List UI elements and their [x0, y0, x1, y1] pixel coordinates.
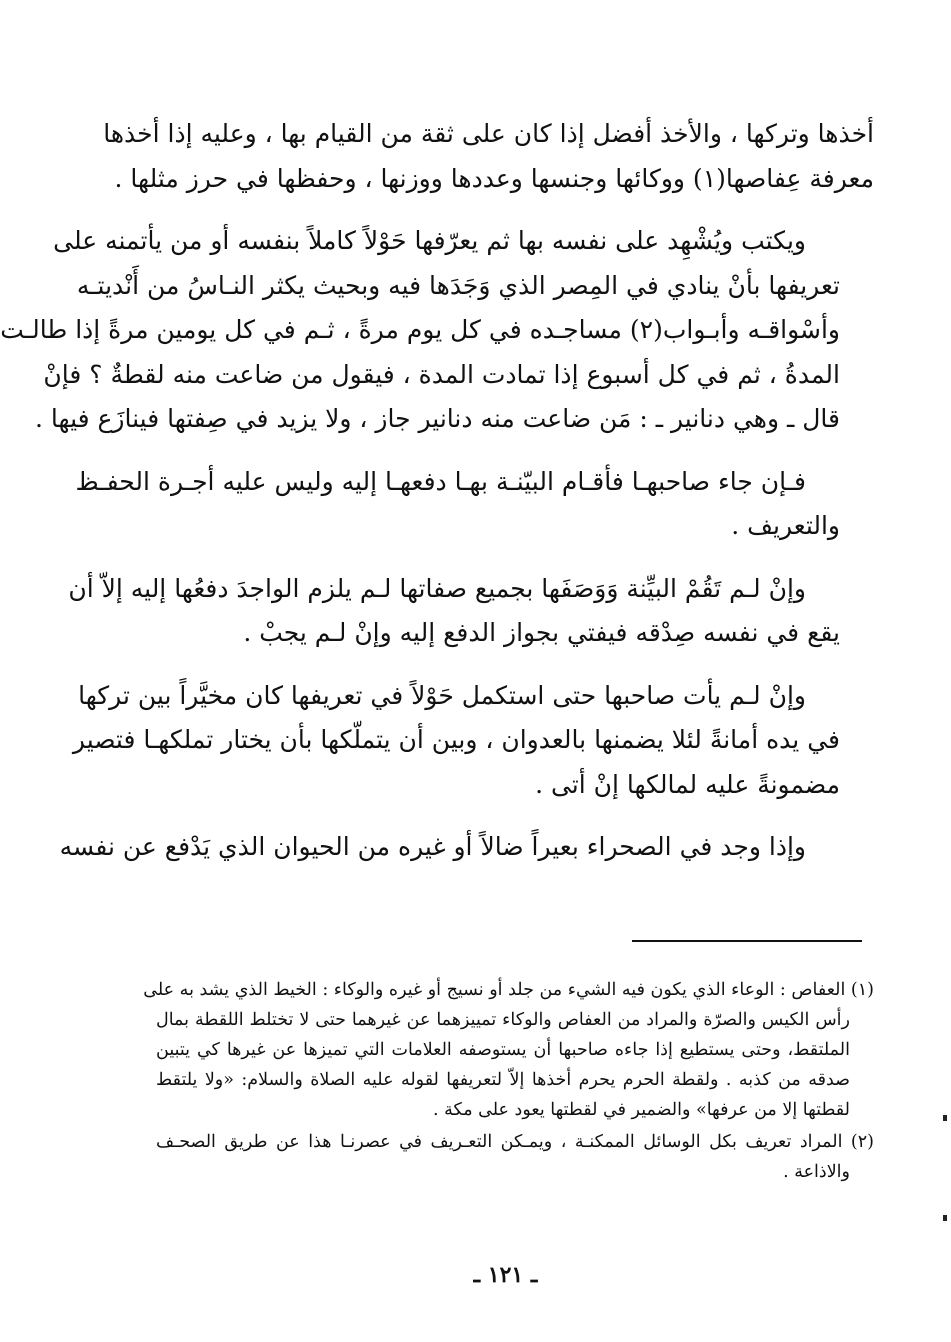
footnote-divider	[632, 940, 862, 942]
text-line: فـإن جاء صاحبهـا فأقـام البيّنـة بهـا دفعهـا إليه وليس عليه أجـرة الحفـظ	[75, 466, 806, 496]
paragraph	[72, 674, 874, 808]
main-text	[0, 112, 874, 888]
footnote	[143, 975, 874, 1125]
text-line: في يده أمانةً لئلا يضمنها بالعدوان ، وبين أن يتملّكها بأن يختار تملكهـا فتصير	[72, 725, 840, 754]
page-number: ـ ١٢١ ـ	[473, 1262, 538, 1288]
paragraph	[103, 112, 874, 201]
text-line: المدةُ ، ثم في كل أسبوع إذا تمادت المدة ، فيقول من ضاعت منه لقطةٌ ؟ فإنْ	[43, 359, 840, 389]
paragraph	[68, 567, 874, 656]
footnote-line: (١) العفاص : الوعاء الذي يكون فيه الشيء من جلد أو نسيج أو غيره والوكاء : الخيط الذي يشد به على	[143, 980, 874, 1000]
footnote-line: الملتقط، وحتى يستطيع إذا جاءه صاحبها أن يستوصفه العلامات التي تميزها عن غيرها كي يتبين	[156, 1040, 850, 1060]
footnote-line: صدقه من كذبه . ولقطة الحرم يحرم أخذها إلاّ لتعريفها لقوله عليه الصلاة والسلام: «ولا يلتقط	[156, 1070, 850, 1090]
text-line: تعريفها بأنْ ينادي في المِصر الذي وَجَدَها فيه وبحيث يكثر النـاسُ من أَنْديتـه	[76, 270, 840, 300]
text-line: وإنْ لـم يأت صاحبها حتى استكمل حَوْلاً في تعريفها كان مخيَّراً بين تركها	[78, 680, 806, 710]
scan-edge-mark	[943, 1115, 947, 1121]
paragraph	[0, 219, 874, 442]
footnote	[156, 1127, 874, 1187]
footnote-line: والاذاعة .	[783, 1162, 850, 1182]
text-line: وإذا وجد في الصحراء بعيراً ضالاً أو غيره من الحيوان الذي يَدْفع عن نفسه	[59, 832, 806, 861]
text-line: وإنْ لـم تَقُمْ البيِّنة وَوَصَفَها بجميع صفاتها لـم يلزم الواجدَ دفعُها إليه إلاّ أن	[68, 573, 806, 603]
footnote-line: (٢) المراد تعريف بكل الوسائل الممكنـة ، ويمـكن التعـريف في عصرنـا هذا عن طريق الصحـف	[156, 1132, 874, 1152]
scan-edge-mark	[943, 1215, 947, 1221]
text-line: والتعريف .	[731, 511, 840, 540]
paragraph	[75, 460, 874, 549]
text-line: يقع في نفسه صِدْقه فيفتي بجواز الدفع إليه وإنْ لـم يجبْ .	[243, 618, 840, 647]
footnotes	[143, 975, 874, 1189]
text-line: مضمونةً عليه لمالكها إنْ أتى .	[535, 769, 840, 799]
text-line: أخذها وتركها ، والأخذ أفضل إذا كان على ثقة من القيام بها ، وعليه إذا أخذها	[103, 119, 874, 148]
text-line: معرفة عِفاصها(١) ووكائها وجنسها وعددها ووزنها ، وحفظها في حرز مثلها .	[114, 163, 874, 193]
footnote-line: رأس الكيس والصرّة والمراد من العفاص والوكاء تمييزهما عن غيرهما حتى لا تختلط اللقطة بمال	[156, 1010, 850, 1030]
text-line: قال ـ وهي دنانير ـ : مَن ضاعت منه دنانير جاز ، ولا يزيد في صِفتها فينازَع فيها .	[35, 404, 840, 433]
text-line: وأسْواقـه وأبـواب(٢) مساجـده في كل يوم مرةً ، ثـم في كل يومين مرةً إذا طالـت	[0, 315, 840, 344]
footnote-line: لقطتها إلا من عرفها» والضمير في لقطتها يعود على مكة .	[433, 1100, 850, 1120]
paragraph	[59, 825, 874, 870]
text-line: ويكتب ويُشْهِد على نفسه بها ثم يعرّفها حَوْلاً كاملاً بنفسه أو من يأتمنه على	[53, 226, 806, 255]
